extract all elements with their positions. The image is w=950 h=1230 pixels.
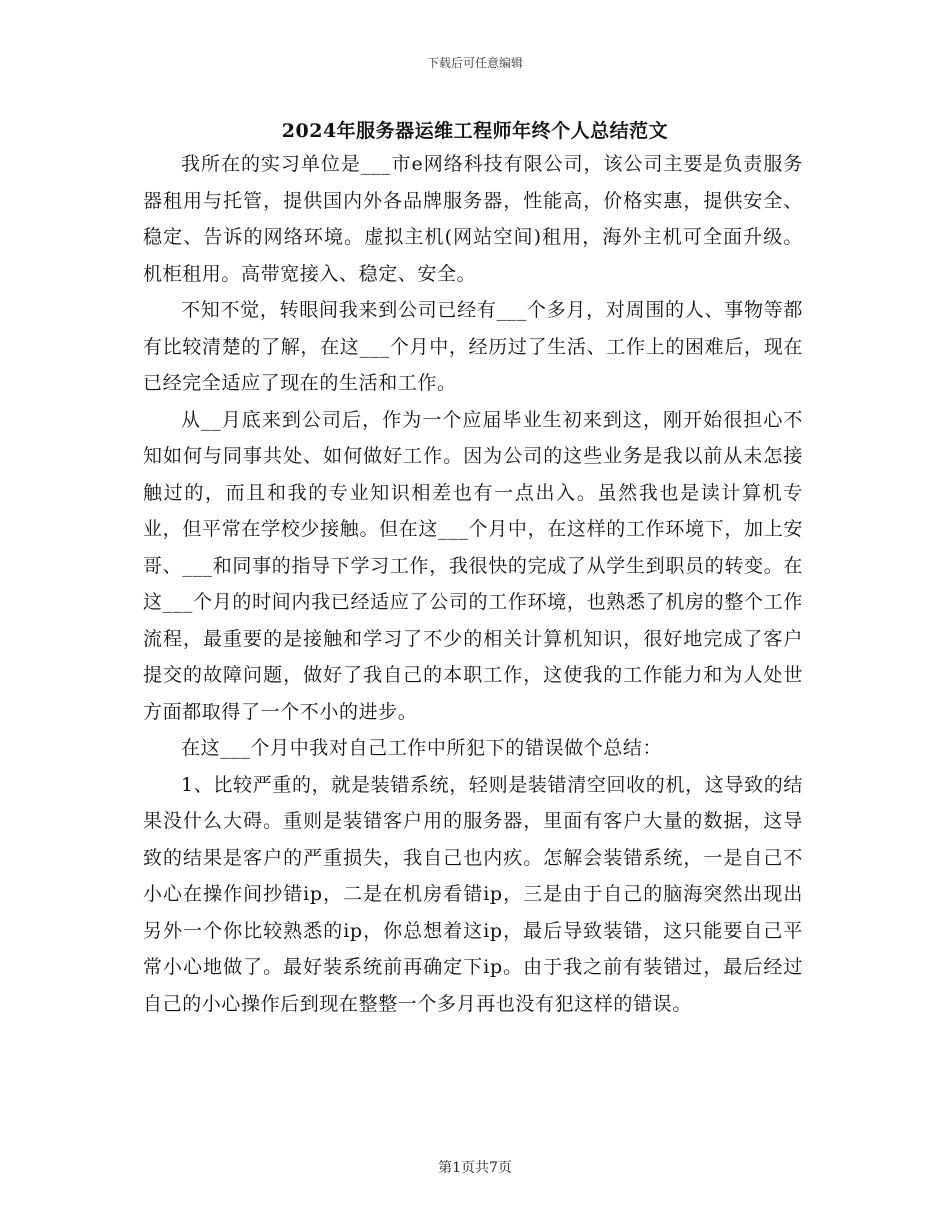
- paragraph-company-intro: 我所在的实习单位是___市e网络科技有限公司，该公司主要是负责服务器租用与托管，提供国内外各品牌服务器，性能高，价格实惠，提供安全、稳定、告诉的网络环境。虚拟主机(网站空间)租用，海外主机可全面升级。机柜租用。高带宽接入、稳定、安全。: [143, 153, 803, 285]
- page-footer-number: 第1页共7页: [438, 1160, 512, 1176]
- page-header-note: 下载后可任意编辑: [426, 56, 523, 70]
- document-title: 2024年服务器运维工程师年终个人总结范文: [281, 120, 669, 142]
- paragraph-adaptation: 不知不觉，转眼间我来到公司已经有___个多月，对周围的人、事物等都有比较清楚的了解，在这___个月中，经历过了生活、工作上的困难后，现在已经完全适应了现在的生活和工作。: [143, 299, 803, 394]
- paragraph-mistake-1: 1、比较严重的，就是装错系统，轻则是装错清空回收的机，这导致的结果没什么大碍。重则是装错客户用的服务器，里面有客户大量的数据，这导致的结果是客户的严重损失，我自己也内疚。怎解会装错系统，一是自己不小心在操作间抄错ip，二是在机房看错ip，三是由于自己的脑海突然出现出另外一个你比较熟悉的ip，你总想着这ip，最后导致装错，这只能要自己平常小心地做了。最好装系统前再确定下ip。由于我之前有装错过，最后经过自己的小心操作后到现在整整一个多月再也没有犯这样的错误。: [143, 773, 803, 1015]
- paragraph-learning: 从__月底来到公司后，作为一个应届毕业生初来到这，刚开始很担心不知如何与同事共处、如何做好工作。因为公司的这些业务是我以前从未怎接触过的，而且和我的专业知识相差也有一点出入。虽然我也是读计算机专业，但平常在学校少接触。但在这___个月中，在这样的工作环境下，加上安哥、___和同事的指导下学习工作，我很快的完成了从学生到职员的转变。在这___个月的时间内我已经适应了公司的工作环境，也熟悉了机房的整个工作流程，最重要的是接触和学习了不少的相关计算机知识，很好地完成了客户提交的故障问题，做好了我自己的本职工作，这使我的工作能力和为人处世方面都取得了一个不小的进步。: [143, 408, 803, 723]
- paragraph-summary-intro: 在这___个月中我对自己工作中所犯下的错误做个总结：: [181, 737, 663, 759]
- document-body: [143, 146, 803, 1022]
